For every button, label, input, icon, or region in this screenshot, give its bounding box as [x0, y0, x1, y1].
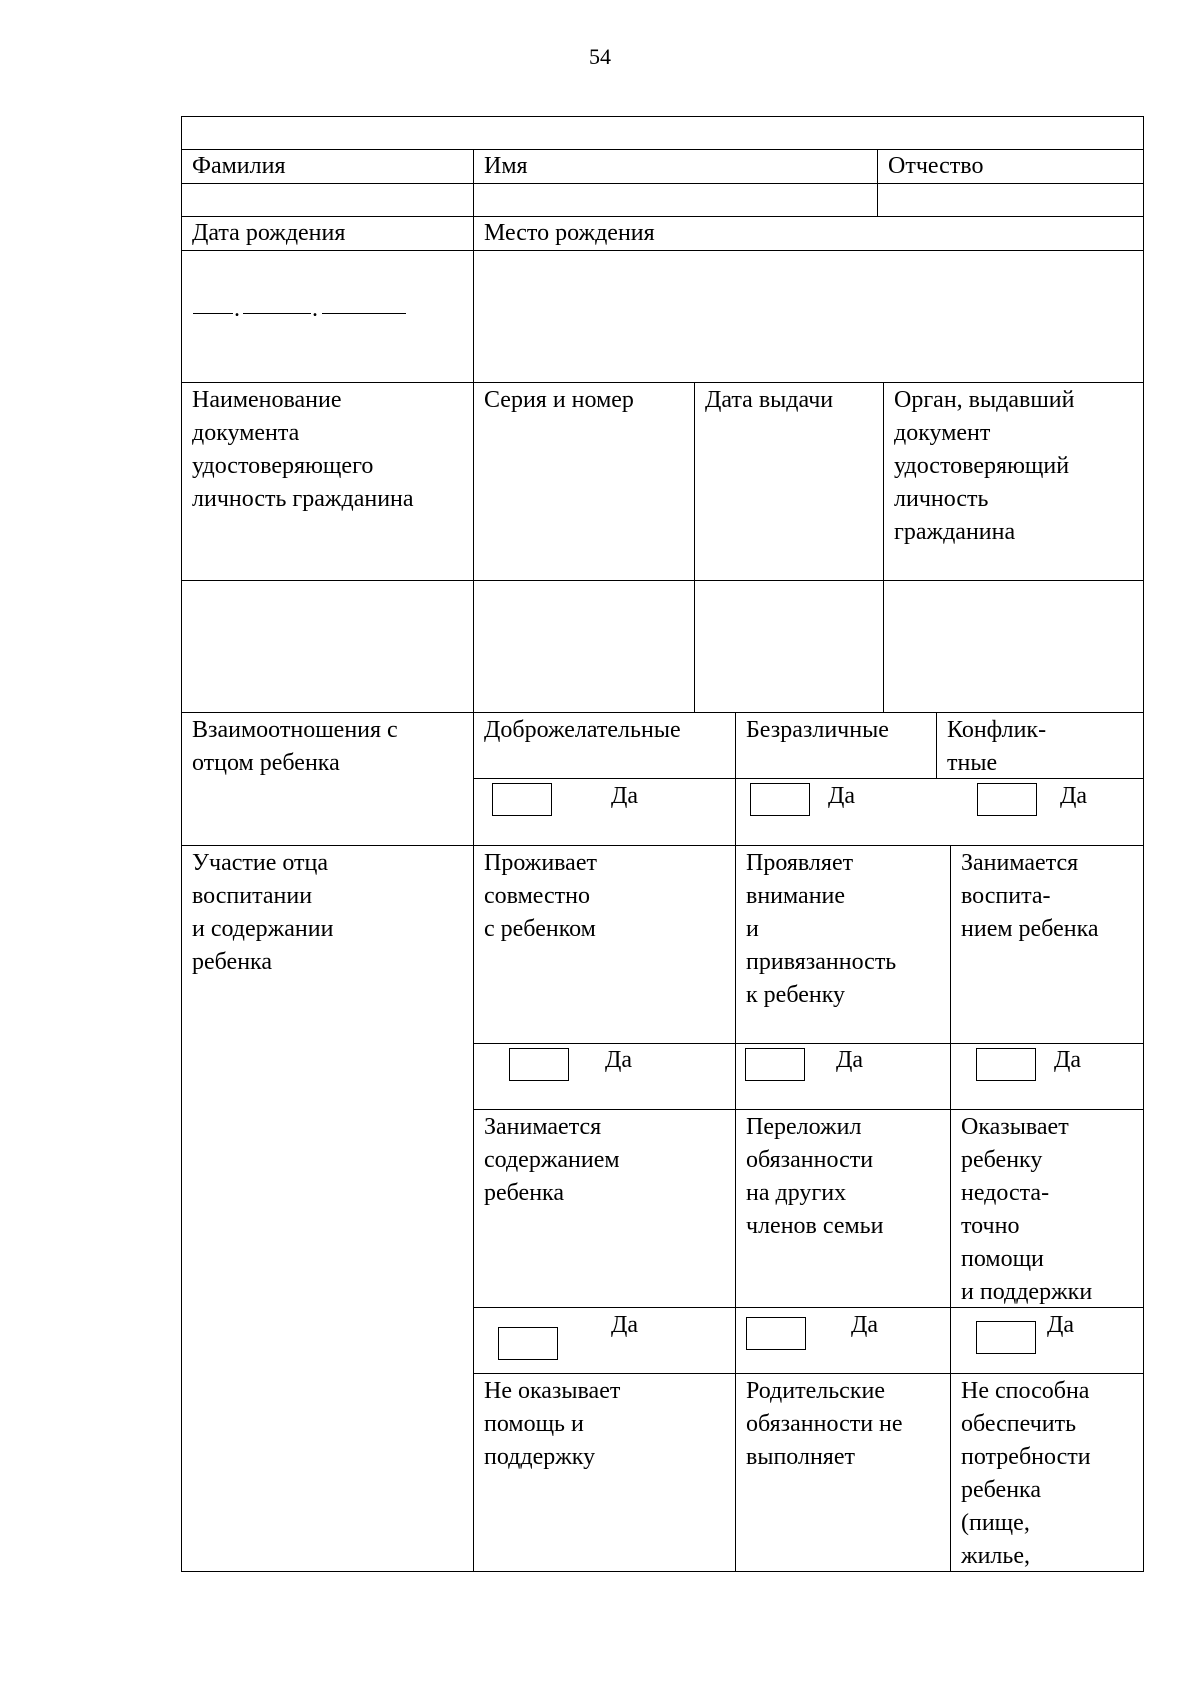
option-shows-attention: Проявляет внимание и привязанность к ребенку: [746, 850, 897, 1008]
option-duties-not-fulfilled: Родительские обязанности не выполняет: [746, 1378, 903, 1470]
surname-label: Фамилия: [192, 153, 286, 179]
patronymic-label: Отчество: [888, 153, 984, 179]
checkbox-shifted-duties[interactable]: [746, 1317, 806, 1350]
row-line: [181, 580, 1144, 581]
relations-option-friendly: Доброжелательные: [484, 717, 681, 743]
option-insufficient-help: Оказывает ребенку недоста- точно помощи и поддержки: [961, 1114, 1093, 1305]
page-number: 54: [589, 44, 611, 69]
option-upbringing: Занимается воспита- нием ребенка: [961, 850, 1099, 942]
row-line: [473, 1043, 1144, 1044]
col-line: [877, 149, 878, 216]
row-line: [181, 712, 1144, 713]
birth-place-label: Место рождения: [484, 220, 655, 246]
row-line: [181, 183, 1144, 184]
checkbox-conflict[interactable]: [977, 783, 1037, 816]
year-blank: [322, 313, 406, 314]
yes-label: Да: [611, 783, 639, 809]
birth-date-label: Дата рождения: [192, 220, 346, 246]
checkbox-shows-attention[interactable]: [745, 1048, 805, 1081]
row-line: [181, 149, 1144, 150]
option-maintenance: Занимается содержанием ребенка: [484, 1114, 620, 1206]
col-line: [473, 149, 474, 1572]
yes-label: Да: [828, 783, 856, 809]
participation-label: Участие отца воспитании и содержании ребенка: [192, 850, 334, 975]
relations-label: Взаимоотношения с отцом ребенка: [192, 717, 398, 776]
month-blank: [243, 313, 311, 314]
document-name-label: Наименование документа удостоверяющего личность гражданина: [192, 387, 414, 512]
name-label: Имя: [484, 153, 528, 179]
row-line: [181, 382, 1144, 383]
issuing-authority-label: Орган, выдавший документ удостоверяющий личность гражданина: [894, 387, 1075, 545]
yes-label: Да: [611, 1312, 639, 1338]
row-line: [181, 845, 1144, 846]
option-shifted-duties: Переложил обязанности на других членов семьи: [746, 1114, 884, 1239]
row-line: [473, 1373, 1144, 1374]
table-border-bottom: [181, 1571, 1144, 1572]
col-line: [936, 712, 937, 779]
yes-label: Да: [1047, 1312, 1075, 1338]
checkbox-maintenance[interactable]: [498, 1327, 558, 1360]
series-number-label: Серия и номер: [484, 387, 634, 413]
day-blank: [193, 313, 233, 314]
option-lives-together: Проживает совместно с ребенком: [484, 850, 597, 942]
separator-dot: .: [234, 296, 240, 322]
col-line: [950, 845, 951, 1572]
col-line: [735, 712, 736, 1572]
option-no-help: Не оказывает помощь и поддержку: [484, 1378, 621, 1470]
table-border-left: [181, 116, 182, 1572]
checkbox-upbringing[interactable]: [976, 1048, 1036, 1081]
relations-option-conflict: Конфлик- тные: [947, 717, 1047, 776]
yes-label: Да: [605, 1047, 633, 1073]
checkbox-lives-together[interactable]: [509, 1048, 569, 1081]
col-line: [883, 382, 884, 712]
yes-label: Да: [836, 1047, 864, 1073]
checkbox-insufficient-help[interactable]: [976, 1321, 1036, 1354]
row-line: [181, 250, 1144, 251]
relations-option-indifferent: Безразличные: [746, 717, 889, 743]
issue-date-label: Дата выдачи: [705, 387, 834, 413]
option-cannot-provide: Не способна обеспечить потребности ребенка (пище, жилье,: [961, 1378, 1091, 1569]
yes-label: Да: [851, 1312, 879, 1338]
row-line: [473, 1109, 1144, 1110]
col-line: [694, 382, 695, 712]
yes-label: Да: [1060, 783, 1088, 809]
yes-label: Да: [1054, 1047, 1082, 1073]
table-border-top: [181, 116, 1144, 117]
checkbox-friendly[interactable]: [492, 783, 552, 816]
separator-dot: .: [312, 296, 318, 322]
table-border-right: [1143, 116, 1144, 1572]
checkbox-indifferent[interactable]: [750, 783, 810, 816]
